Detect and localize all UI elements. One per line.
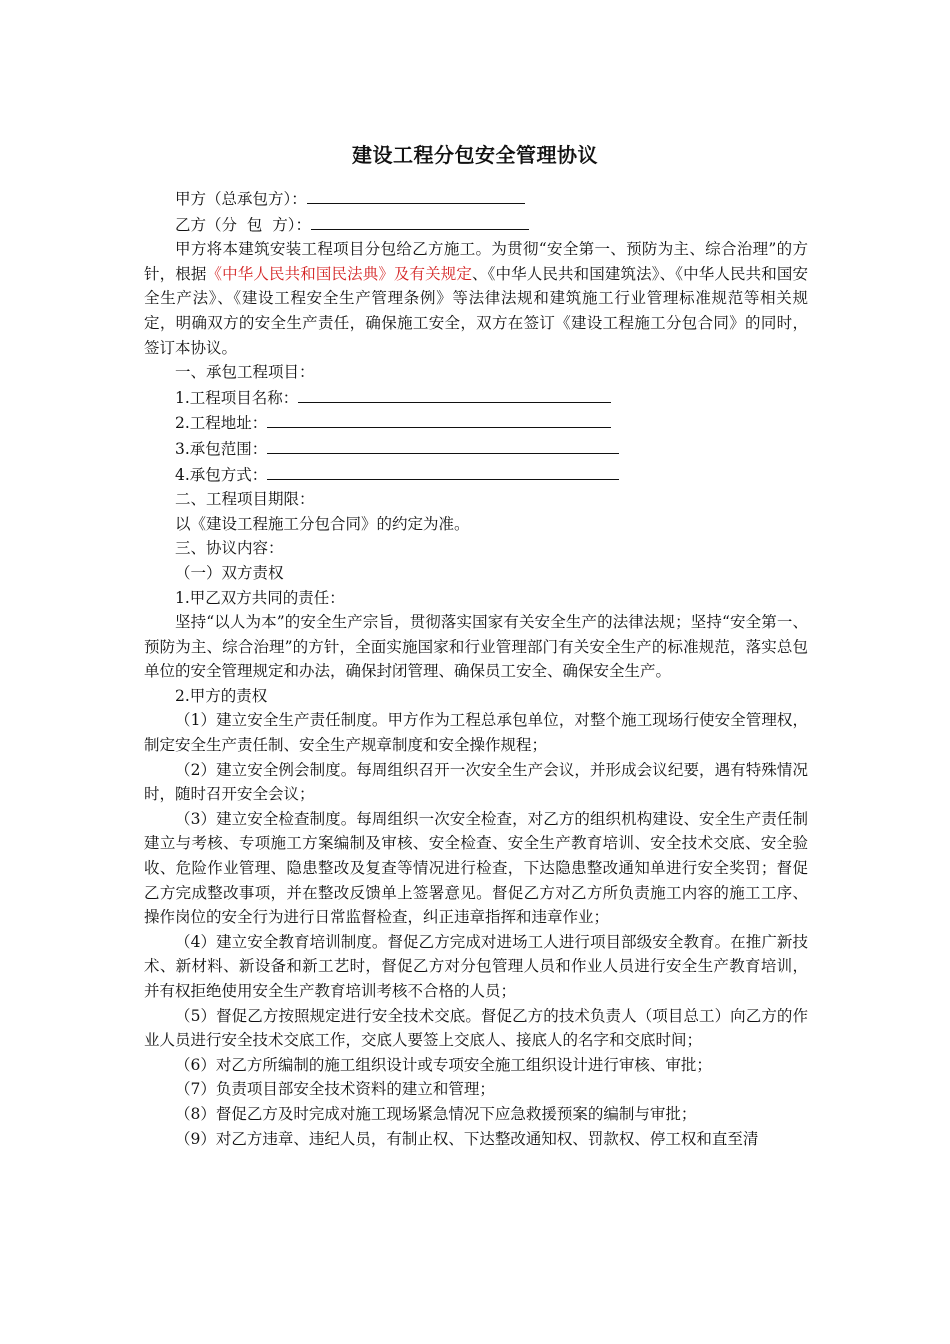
clause: （9）对乙方违章、违纪人员，有制止权、下达整改通知权、罚款权、停工权和直至清: [175, 1129, 759, 1148]
field-project-name-label: 1.工程项目名称：: [175, 388, 299, 407]
section-heading-2: 二、工程项目期限：: [175, 490, 315, 509]
field-project-name-blank: [298, 385, 611, 403]
item-heading-2: 2.甲方的责权: [175, 686, 268, 705]
field-mode: [144, 462, 808, 488]
clause: （8）督促乙方及时完成对施工现场紧急情况下应急救援预案的编制与审批；: [175, 1104, 697, 1123]
field-project-name: [144, 385, 808, 411]
party-a-label: 甲方（总承包方）：: [175, 190, 307, 208]
party-b-label: 乙方（分 包 方）：: [175, 215, 311, 234]
clause: （4）建立安全教育培训制度。督促乙方完成对进场工人进行项目部级安全教育。在推广新技术、新材料、新设备和新工艺时，督促乙方对分包管理人员和作业人员进行安全生产教育培训，并有权拒绝使用安全生产教育培训考核不合格的人员；: [144, 932, 808, 1000]
clause: （5）督促乙方按照规定进行安全技术交底。督促乙方的技术负责人（项目总工）向乙方的作业人员进行安全技术交底工作，交底人要签上交底人、接底人的名字和交底时间；: [144, 1006, 808, 1050]
intro-text-2: 、《中华人民共和国建筑法》、《中华人民共和国安全生产法》、《建设工程安全生产管理条例》等法律法规和建筑施工行业管理标准规范等相关规定，明确双方的安全生产责任，确保施工安全，双方在签订《建设工程施工分包合同》的同时，签订本协议。: [144, 264, 808, 357]
document-body: [144, 186, 808, 1151]
clause: （6）对乙方所编制的施工组织设计或专项安全施工组织设计进行审核、审批；: [175, 1055, 712, 1074]
clause: （1）建立安全生产责任制度。甲方作为工程总承包单位，对整个施工现场行使安全管理权，制定安全生产责任制、安全生产规章制度和安全操作规程；: [144, 711, 808, 755]
page-title: 建设工程分包安全管理协议: [352, 143, 598, 167]
intro-paragraph: [144, 237, 808, 360]
period-text: 以《建设工程施工分包合同》的约定为准。: [175, 514, 470, 533]
party-a-blank: [307, 186, 525, 204]
field-mode-blank: [267, 462, 619, 480]
party-b-line: [144, 212, 808, 238]
subsection-heading: （一）双方责权: [175, 563, 284, 582]
field-mode-label: 4.承包方式：: [175, 465, 268, 484]
party-b-blank: [311, 212, 529, 230]
field-address: [144, 410, 808, 436]
clause: （7）负责项目部安全技术资料的建立和管理；: [175, 1080, 495, 1099]
section-heading-3: 三、协议内容：: [175, 539, 284, 558]
clause: （2）建立安全例会制度。每周组织召开一次安全生产会议，并形成会议纪要，遇有特殊情况时，随时召开安全会议；: [144, 760, 808, 804]
field-scope-blank: [267, 436, 619, 454]
item-heading-1: 1.甲乙双方共同的责任：: [175, 588, 345, 607]
clause: （3）建立安全检查制度。每周组织一次安全检查，对乙方的组织机构建设、安全生产责任制建立与考核、专项施工方案编制及审核、安全检查、安全生产教育培训、安全技术交底、安全验收、危险作业管理、隐患整改及复查等情况进行检查，下达隐患整改通知单进行安全奖罚；督促乙方完成整改事项，并在整改反馈单上签署意见。督促乙方对乙方所负责施工内容的施工工序、操作岗位的安全行为进行日常监督检查，纠正违章指挥和违章作业；: [144, 809, 808, 927]
section-heading-1: 一、承包工程项目：: [175, 363, 315, 382]
field-scope: [144, 436, 808, 462]
field-address-label: 2.工程地址：: [175, 414, 268, 433]
civil-code-reference: 《中华人民共和国民法典》及有关规定: [206, 264, 473, 283]
field-scope-label: 3.承包范围：: [175, 439, 268, 458]
common-responsibility: 坚持“以人为本”的安全生产宗旨，贯彻落实国家有关安全生产的法律法规；坚持“安全第一、预防为主、综合治理”的方针，全面实施国家和行业管理部门有关安全生产的标准规范，落实总包单位的安全管理规定和办法，确保封闭管理、确保员工安全、确保安全生产。: [144, 613, 808, 681]
party-a-line: [144, 186, 808, 212]
intro-text-1: 甲方将本建筑安装工程项目分包给乙方施工。为贯彻“安全第一、预防为主、综合治理”的方针，根据: [144, 240, 808, 283]
field-address-blank: [267, 410, 611, 428]
